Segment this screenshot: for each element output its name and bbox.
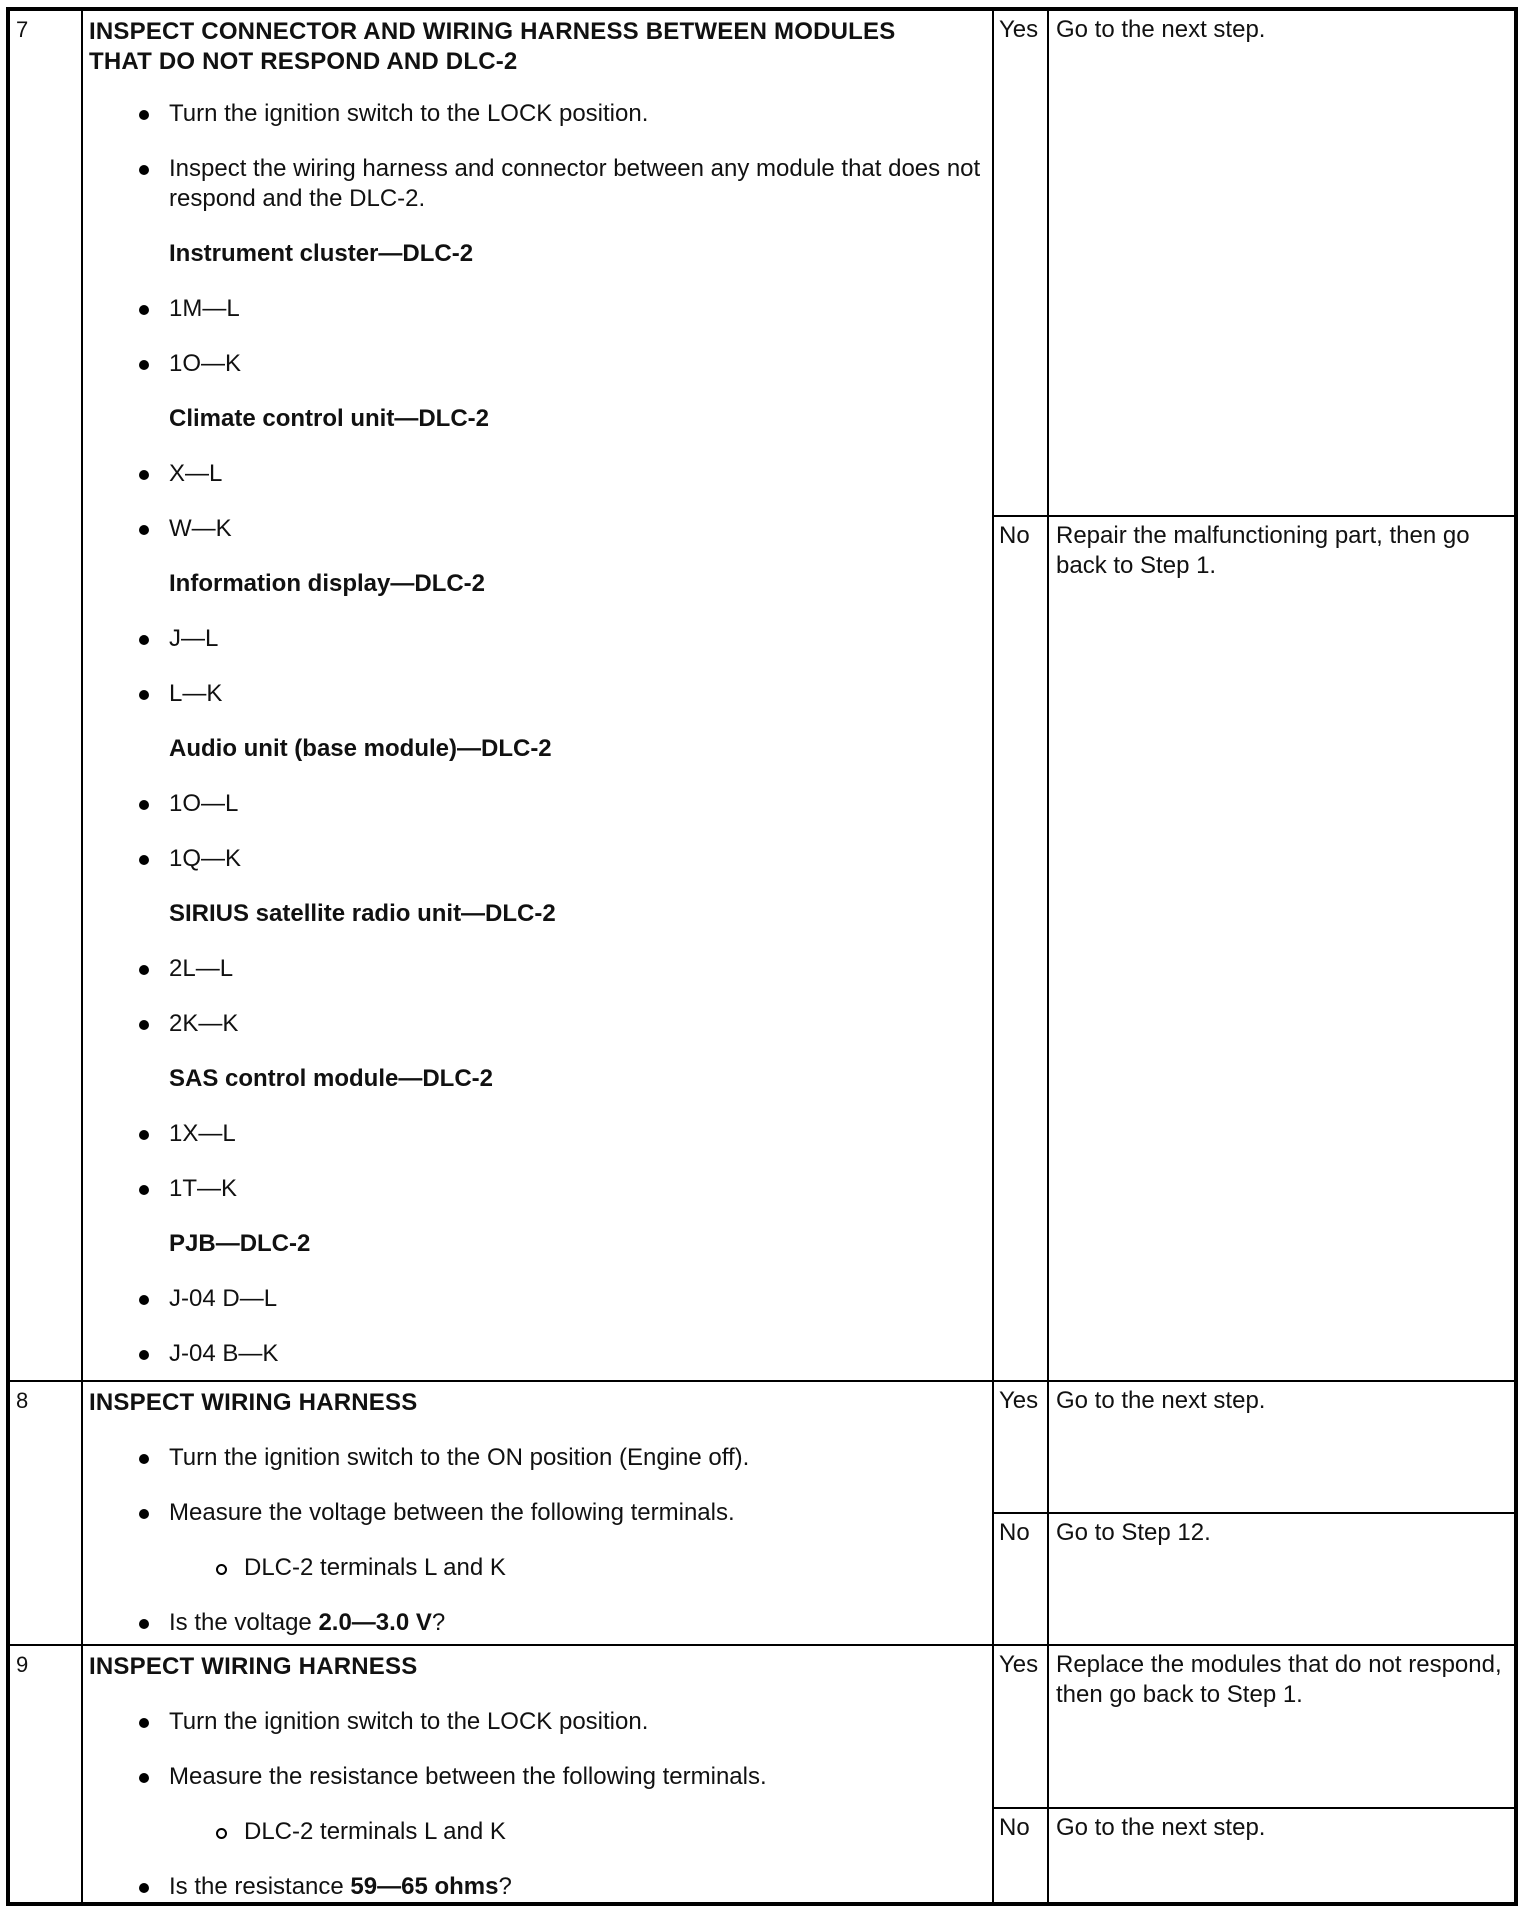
list-item: X—L <box>89 459 982 489</box>
list-item: Measure the voltage between the following terminals. <box>89 1498 982 1528</box>
module-label: PJB—DLC-2 <box>169 1230 311 1257</box>
module-label: SIRIUS satellite radio unit—DLC-2 <box>169 900 556 927</box>
module-label: Instrument cluster—DLC-2 <box>169 240 474 267</box>
step-number: 9 <box>8 1645 82 1904</box>
list-item: 2L—L <box>89 954 982 984</box>
yes-label: Yes <box>993 1381 1048 1513</box>
list-item: L—K <box>89 679 982 709</box>
list-item: Turn the ignition switch to the ON position (Engine off). <box>89 1443 982 1473</box>
step-title: INSPECT WIRING HARNESS <box>89 1653 418 1680</box>
list-item: J-04 D—L <box>89 1284 982 1314</box>
yes-action: Go to the next step. <box>1048 1381 1516 1513</box>
module-label: SAS control module—DLC-2 <box>169 1065 494 1092</box>
list-item: 1O—L <box>89 789 982 819</box>
step-content <box>82 1645 993 1904</box>
step-8-row <box>8 1381 1516 1513</box>
diagnostic-procedure-table <box>6 7 1518 1906</box>
step-9-row <box>8 1645 1516 1808</box>
module-label: Information display—DLC-2 <box>169 570 486 597</box>
no-action: Repair the malfunctioning part, then go back to Step 1. <box>1048 516 1516 1381</box>
no-label: No <box>993 1808 1048 1904</box>
step-number: 7 <box>8 9 82 1381</box>
list-item: Inspect the wiring harness and connector between any module that does not respond and the DLC-2. <box>89 154 982 214</box>
list-item: 1T—K <box>89 1174 982 1204</box>
list-item: J—L <box>89 624 982 654</box>
step-title: INSPECT CONNECTOR AND WIRING HARNESS BETWEEN MODULES THAT DO NOT RESPOND AND DLC-2 <box>89 18 896 75</box>
list-item: W—K <box>89 514 982 544</box>
list-item: Turn the ignition switch to the LOCK position. <box>89 1707 982 1737</box>
yes-label: Yes <box>993 1645 1048 1808</box>
no-label: No <box>993 1513 1048 1645</box>
list-item: 2K—K <box>89 1009 982 1039</box>
question: Is the resistance 59—65 ohms? <box>89 1872 982 1902</box>
module-label: Climate control unit—DLC-2 <box>169 405 490 432</box>
yes-action: Replace the modules that do not respond, then go back to Step 1. <box>1048 1645 1516 1808</box>
sub-list-item: DLC-2 terminals L and K <box>89 1553 982 1583</box>
voltage-spec: 2.0—3.0 V <box>318 1609 432 1636</box>
step-content <box>82 1381 993 1645</box>
step-7-row <box>8 9 1516 516</box>
list-item: 1Q—K <box>89 844 982 874</box>
sub-list-item: DLC-2 terminals L and K <box>89 1817 982 1847</box>
resistance-spec: 59—65 ohms <box>350 1873 499 1900</box>
step-number: 8 <box>8 1381 82 1645</box>
list-item: Turn the ignition switch to the LOCK position. <box>89 99 982 129</box>
module-label: Audio unit (base module)—DLC-2 <box>169 735 552 762</box>
yes-label: Yes <box>993 9 1048 516</box>
step-content <box>82 9 993 1381</box>
list-item: 1M—L <box>89 294 982 324</box>
list-item: Measure the resistance between the following terminals. <box>89 1762 982 1792</box>
yes-action: Go to the next step. <box>1048 9 1516 516</box>
list-item: 1O—K <box>89 349 982 379</box>
step-title: INSPECT WIRING HARNESS <box>89 1389 418 1416</box>
no-label: No <box>993 516 1048 1381</box>
question: Is the voltage 2.0—3.0 V? <box>89 1608 982 1638</box>
no-action: Go to Step 12. <box>1048 1513 1516 1645</box>
list-item: 1X—L <box>89 1119 982 1149</box>
list-item: J-04 B—K <box>89 1339 982 1369</box>
no-action: Go to the next step. <box>1048 1808 1516 1904</box>
